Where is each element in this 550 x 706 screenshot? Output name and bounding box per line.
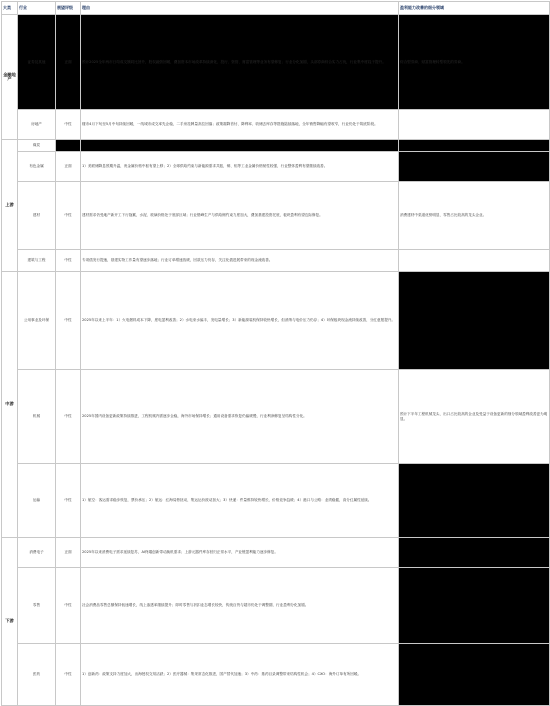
header-logic: 理由 [81, 2, 399, 15]
header-industry: 行业 [18, 2, 56, 15]
rating-cell [56, 140, 81, 152]
industry-cell: 机械 [18, 370, 56, 464]
rating-cell: 中性 [56, 110, 81, 140]
industry-cell: 煤炭 [18, 140, 56, 152]
rating-cell: 中性 [56, 644, 81, 706]
gain-cell: 消费建材中渠道优势明显、零售占比较高的龙头企业。 [399, 182, 550, 250]
logic-cell: 2025年国内设备更新政策持续推进，工程机械内需逐步企稳，海外市场保持增长；通用设备需求恢复仍偏缓慢，行业利润修复呈结构性分化。 [81, 370, 399, 464]
industry-cell: 消费电子 [18, 538, 56, 568]
industry-cell: 公用事业及环保 [18, 272, 56, 370]
industry-cell: 建材 [18, 182, 56, 250]
gain-cell [399, 140, 550, 152]
logic-cell: 社会消费品零售总额保持低速增长，线上渗透率继续提升；即时零售与折扣业态增长较快，传统百货与超市仍处于调整期，行业盈利分化加剧。 [81, 568, 399, 644]
rating-cell: 中性 [56, 464, 81, 538]
rating-cell: 正面 [56, 15, 81, 110]
logic-cell [81, 140, 399, 152]
stage-label: 下游 [2, 538, 18, 706]
logic-cell: 2025年以来消费电子需求延续复苏，AI终端创新带动换机需求；上游元器件库存回归正常水平，产业链盈利能力逐步修复。 [81, 538, 399, 568]
logic-cell: 1）美联储降息预期升温，贵金属价格中枢有望上移；2）全球供给约束与新能源需求共振，铜、铝等工业金属价格韧性较强，行业整体盈利有望继续改善。 [81, 152, 399, 182]
gain-cell [399, 538, 550, 568]
logic-cell: 专项债发行提速，基建实物工作量有望逐步落地；行业订单增速放缓，回款压力仍存，关注化债进展带来的现金流改善。 [81, 250, 399, 272]
industry-cell: 建筑与工程 [18, 250, 56, 272]
gain-cell [399, 272, 550, 370]
logic-cell: 1）航空：客运需求稳步恢复，票价承压；2）航运：红海局势扰动，集运运价波动加大；3）快递：件量维持较快增长，价格竞争趋缓；4）港口与公路：业绩稳健，高分红属性延续。 [81, 464, 399, 538]
industry-cell: 医药 [18, 644, 56, 706]
logic-cell: 楼市4月下旬至5月中旬持续回暖，一线城市成交率先企稳，二手房挂牌量高位回落；政策端降首付、降利率、收储去库存等措施陆续落地，全年销售降幅有望收窄，行业仍处于筑底阶段。 [81, 110, 399, 140]
rating-cell: 中性 [56, 182, 81, 250]
gain-cell [399, 152, 550, 182]
gain-cell [399, 644, 550, 706]
gain-cell [399, 568, 550, 644]
rating-cell: 中性 [56, 272, 81, 370]
header-rating: 展望评级 [56, 2, 81, 15]
industry-cell: 零售 [18, 568, 56, 644]
industry-cell: 运输 [18, 464, 56, 538]
gain-cell [399, 250, 550, 272]
logic-cell: 1）创新药：政策支持力度加大，出海授权交易活跃；2）医疗器械：集采常态化推进，国产替代加速；3）中药：基药目录调整带来结构性机会；4）CXO：海外订单有所回暖。 [81, 644, 399, 706]
header-gain: 盈利能力改善的细分领域 [399, 2, 550, 15]
stage-label: 中游 [2, 272, 18, 538]
rating-cell: 正面 [56, 152, 81, 182]
stage-label: 上游 [2, 140, 18, 272]
logic-cell: 2025年以来上半年：1）火电燃料成本下降，度电盈利改善；2）水电来水偏丰，发电量增长；3）新能源装机保持较快增长，但消纳与电价压力仍存；4）环保板块现金流持续改善，分红意愿提升。 [81, 272, 399, 370]
logic-cell: 预计2025全年两市日均成交额同比回升，股权融资回暖，叠加资本市场改革持续深化，投行、资管、财富管理等业务有望修复；行业分化加剧，头部券商综合实力占优，行业集中度趋于提升。 [81, 15, 399, 110]
industry-cell: 有色金属 [18, 152, 56, 182]
logic-cell: 建材需求仍受地产新开工下行拖累，水泥、玻璃价格处于底部区域；行业错峰生产与供给侧约束力度加大，叠加基建投资托底，板块盈利有望边际修复。 [81, 182, 399, 250]
gain-cell: 预计下半年工程机械龙头、出口占比较高的企业及受益于设备更新的细分领域盈利改善更为明显。 [399, 370, 550, 464]
industry-outlook-table [1, 1, 550, 706]
rating-cell: 正面 [56, 538, 81, 568]
gain-cell [399, 464, 550, 538]
stage-label: 金融地产 [2, 15, 18, 140]
header-stage: 大类 [2, 2, 18, 15]
rating-cell: 中性 [56, 250, 81, 272]
rating-cell: 中性 [56, 568, 81, 644]
gain-cell [399, 110, 550, 140]
rating-cell: 中性 [56, 370, 81, 464]
industry-cell: 房地产 [18, 110, 56, 140]
industry-cell: 证券及其他 [18, 15, 56, 110]
gain-cell: 综合型券商、财富管理转型领先的券商。 [399, 15, 550, 110]
